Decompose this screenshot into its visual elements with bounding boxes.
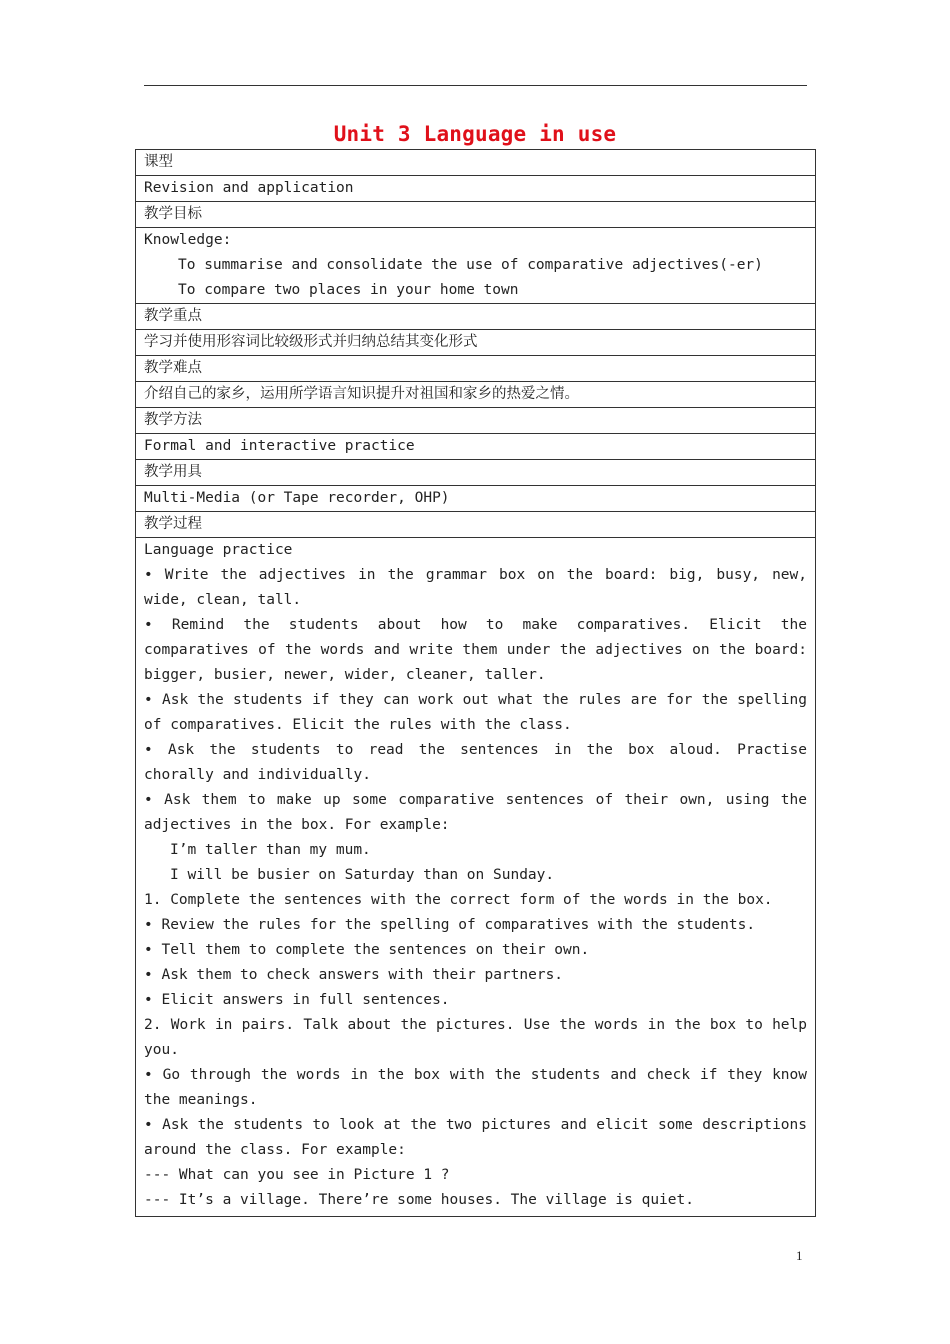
- example-sentence: I’m taller than my mum.: [170, 842, 371, 858]
- tools-value: Multi-Media (or Tape recorder, OHP): [136, 486, 816, 512]
- process-step: • Ask the students to read the sentences in the box aloud. Practise chorally and individually.: [144, 742, 807, 783]
- row-key-points-label: [136, 304, 816, 330]
- row-process: [136, 538, 816, 1217]
- methods-label: 教学方法: [136, 408, 816, 434]
- row-objectives-label: [136, 202, 816, 228]
- dialogue-line: --- What can you see in Picture 1 ?: [144, 1167, 450, 1183]
- process-step: • Tell them to complete the sentences on their own.: [144, 942, 590, 958]
- process-step: • Go through the words in the box with the students and check if they know the meanings.: [144, 1067, 807, 1108]
- difficulties-value: 介绍自己的家乡，运用所学语言知识提升对祖国和家乡的热爱之情。: [136, 382, 816, 408]
- row-methods-value: [136, 434, 816, 460]
- objective-item: To summarise and consolidate the use of comparative adjectives(-er): [178, 257, 763, 273]
- key-points-value: 学习并使用形容词比较级形式并归纳总结其变化形式: [136, 330, 816, 356]
- row-tools-label: [136, 460, 816, 486]
- process-step: • Ask them to make up some comparative sentences of their own, using the adjectives in the box. For example:: [144, 792, 807, 833]
- page-number: 1: [796, 1248, 803, 1263]
- process-step: • Ask them to check answers with their partners.: [144, 967, 564, 983]
- row-course-type-label: [136, 150, 816, 176]
- row-tools-value: [136, 486, 816, 512]
- process-cell: [136, 538, 816, 1217]
- process-step: • Review the rules for the spelling of comparatives with the students.: [144, 917, 756, 933]
- exercise-heading: 2. Work in pairs. Talk about the pictures. Use the words in the box to help you.: [144, 1017, 807, 1058]
- course-type-value: Revision and application: [136, 176, 816, 202]
- row-process-label: [136, 512, 816, 538]
- process-step: • Ask the students if they can work out what the rules are for the spelling of comparatives. Elicit the rules with the class.: [144, 692, 807, 733]
- row-key-points-value: [136, 330, 816, 356]
- objectives-label: 教学目标: [136, 202, 816, 228]
- header-rule: [144, 85, 807, 86]
- page-title: Unit 3 Language in use: [333, 122, 617, 146]
- process-step: • Remind the students about how to make comparatives. Elicit the comparatives of the words and write them under the adjectives on the board: bigger, busier, newer, wider, cleaner, taller.: [144, 617, 807, 683]
- process-step: • Ask the students to look at the two pictures and elicit some descriptions around the class. For example:: [144, 1117, 807, 1158]
- example-sentence: I will be busier on Saturday than on Sunday.: [170, 867, 555, 883]
- row-difficulties-label: [136, 356, 816, 382]
- methods-value: Formal and interactive practice: [136, 434, 816, 460]
- process-step: • Elicit answers in full sentences.: [144, 992, 450, 1008]
- process-label: 教学过程: [136, 512, 816, 538]
- objectives-cell: [136, 228, 816, 304]
- row-methods-label: [136, 408, 816, 434]
- row-course-type-value: [136, 176, 816, 202]
- lesson-plan-table: [135, 149, 816, 1217]
- key-points-label: 教学重点: [136, 304, 816, 330]
- process-step: • Write the adjectives in the grammar box on the board: big, busy, new, wide, clean, tall.: [144, 567, 807, 608]
- objective-item: To compare two places in your home town: [178, 282, 519, 298]
- process-heading: Language practice: [144, 542, 293, 558]
- exercise-heading: 1. Complete the sentences with the correct form of the words in the box.: [144, 892, 773, 908]
- row-difficulties-value: [136, 382, 816, 408]
- row-objectives: [136, 228, 816, 304]
- course-type-label: 课型: [136, 150, 816, 176]
- objectives-heading: Knowledge:: [144, 232, 232, 248]
- dialogue-line: --- It’s a village. There’re some houses. The village is quiet.: [144, 1192, 694, 1208]
- difficulties-label: 教学难点: [136, 356, 816, 382]
- tools-label: 教学用具: [136, 460, 816, 486]
